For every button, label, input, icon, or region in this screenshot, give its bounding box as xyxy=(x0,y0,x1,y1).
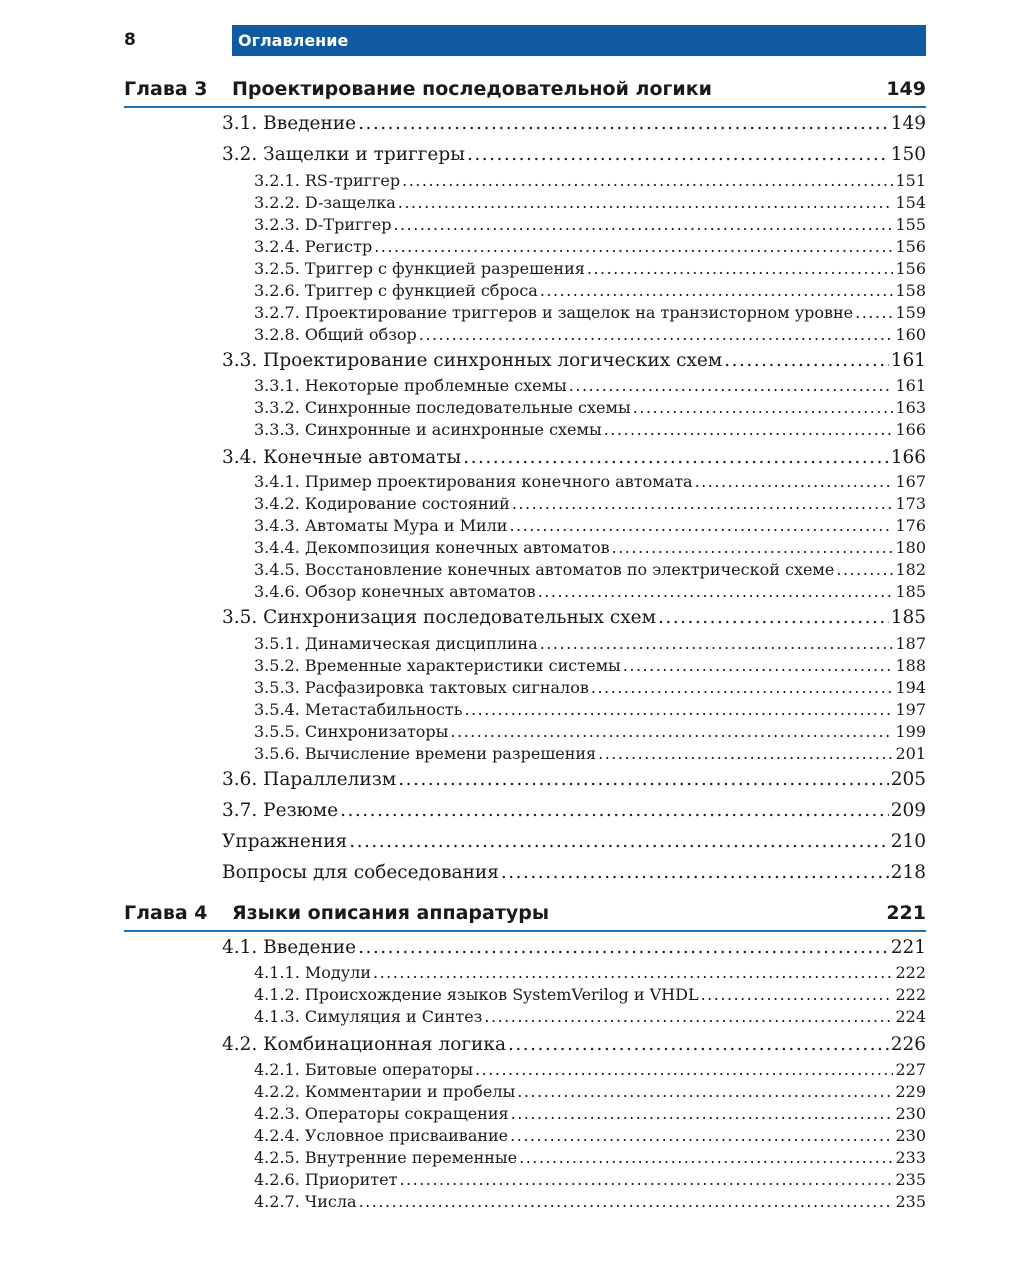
dot-leader xyxy=(701,985,894,1004)
entry-page: 180 xyxy=(895,538,926,557)
entry-title: 3.3.2. Синхронные последовательные схемы xyxy=(254,398,631,417)
toc-subsection xyxy=(254,472,926,491)
toc-subsection xyxy=(254,1126,926,1145)
dot-leader xyxy=(393,215,893,234)
toc-subsection xyxy=(254,678,926,697)
entry-title: 3.3.3. Синхронные и асинхронные схемы xyxy=(254,420,602,439)
dot-leader xyxy=(359,1192,894,1211)
toc-subsection xyxy=(254,1192,926,1211)
entry-title: 3.3. Проектирование синхронных логических схем xyxy=(222,350,723,371)
dot-leader xyxy=(464,700,893,719)
chapter-page: 221 xyxy=(886,902,926,924)
dot-leader xyxy=(349,831,888,852)
toc-subsection xyxy=(254,398,926,417)
dot-leader xyxy=(540,281,894,300)
entry-page: 161 xyxy=(895,376,926,395)
dot-leader xyxy=(633,398,894,417)
entry-page: 222 xyxy=(895,985,926,1004)
entry-page: 159 xyxy=(895,303,926,322)
toc-subsection xyxy=(254,303,926,322)
entry-page: 158 xyxy=(895,281,926,300)
entry-page: 230 xyxy=(895,1126,926,1145)
dot-leader xyxy=(623,656,894,675)
entry-title: 3.4.6. Обзор конечных автоматов xyxy=(254,582,536,601)
dot-leader xyxy=(450,722,893,741)
entry-title: 4.2.5. Внутренние переменные xyxy=(254,1148,518,1167)
toc-section xyxy=(222,937,926,958)
dot-leader xyxy=(836,560,893,579)
entry-page: 209 xyxy=(890,800,926,821)
dot-leader xyxy=(501,862,889,883)
entry-page: 156 xyxy=(895,237,926,256)
entry-title: 3.4.4. Декомпозиция конечных автоматов xyxy=(254,538,610,557)
entry-title: 3.2.2. D-защелка xyxy=(254,193,396,212)
entry-page: 210 xyxy=(890,831,926,852)
entry-title: 3.7. Резюме xyxy=(222,800,339,821)
dot-leader xyxy=(598,744,893,763)
entry-title: 4.1.2. Происхождение языков SystemVerilog и VHDL xyxy=(254,985,699,1004)
entry-title: 3.1. Введение xyxy=(222,113,357,134)
chapter-heading xyxy=(124,900,926,932)
chapter-heading xyxy=(124,76,926,108)
running-head: Оглавление xyxy=(232,25,926,56)
entry-page: 201 xyxy=(895,744,926,763)
entry-page: 161 xyxy=(890,350,926,371)
entry-title: Вопросы для собеседования xyxy=(222,862,499,883)
dot-leader xyxy=(587,259,894,278)
dot-leader xyxy=(591,678,894,697)
entry-title: 4.2.2. Комментарии и пробелы xyxy=(254,1082,516,1101)
entry-title: 4.1.3. Симуляция и Синтез xyxy=(254,1007,483,1026)
toc-subsection xyxy=(254,582,926,601)
chapter-page: 149 xyxy=(886,78,926,100)
entry-title: 3.2.5. Триггер с функцией разрешения xyxy=(254,259,585,278)
dot-leader xyxy=(512,494,894,513)
dot-leader xyxy=(695,472,894,491)
toc-section xyxy=(222,350,926,371)
chapter-title: Языки описания аппаратуры xyxy=(232,902,550,924)
entry-page: 197 xyxy=(895,700,926,719)
toc-subsection xyxy=(254,259,926,278)
toc-subsection xyxy=(254,281,926,300)
toc-subsection xyxy=(254,420,926,439)
toc-section xyxy=(222,144,926,165)
entry-page: 163 xyxy=(895,398,926,417)
dot-leader xyxy=(374,237,893,256)
dot-leader xyxy=(658,607,889,628)
entry-page: 149 xyxy=(890,113,926,134)
toc-subsection xyxy=(254,1104,926,1123)
toc-subsection xyxy=(254,700,926,719)
entry-page: 173 xyxy=(895,494,926,513)
entry-page: 156 xyxy=(895,259,926,278)
entry-title: 4.2.6. Приоритет xyxy=(254,1170,398,1189)
entry-page: 185 xyxy=(890,607,926,628)
entry-page: 194 xyxy=(895,678,926,697)
dot-leader xyxy=(399,1170,893,1189)
toc-subsection xyxy=(254,538,926,557)
dot-leader xyxy=(467,144,889,165)
toc-subsection xyxy=(254,1082,926,1101)
entry-page: 221 xyxy=(890,937,926,958)
entry-title: 3.6. Параллелизм xyxy=(222,769,397,790)
toc-subsection xyxy=(254,237,926,256)
entry-title: 3.5.3. Расфазировка тактовых сигналов xyxy=(254,678,589,697)
entry-title: 3.5.6. Вычисление времени разрешения xyxy=(254,744,597,763)
entry-title: 3.5.2. Временные характеристики системы xyxy=(254,656,621,675)
entry-page: 188 xyxy=(895,656,926,675)
entry-page: 187 xyxy=(895,634,926,653)
dot-leader xyxy=(419,325,894,344)
entry-page: 227 xyxy=(895,1060,926,1079)
toc-subsection xyxy=(254,376,926,395)
entry-title: 3.5.5. Синхронизаторы xyxy=(254,722,449,741)
dot-leader xyxy=(358,937,889,958)
toc-subsection xyxy=(254,656,926,675)
toc-section xyxy=(222,607,926,628)
toc-subsection xyxy=(254,215,926,234)
entry-page: 151 xyxy=(895,171,926,190)
toc-section xyxy=(222,769,926,790)
entry-title: 4.2.7. Числа xyxy=(254,1192,357,1211)
entry-title: 3.5.1. Динамическая дисциплина xyxy=(254,634,538,653)
entry-title: 4.2.1. Битовые операторы xyxy=(254,1060,474,1079)
entry-title: 4.2. Комбинационная логика xyxy=(222,1034,506,1055)
toc-subsection xyxy=(254,1148,926,1167)
dot-leader xyxy=(463,447,888,468)
entry-page: 166 xyxy=(895,420,926,439)
entry-title: 4.2.4. Условное присваивание xyxy=(254,1126,509,1145)
toc-subsection xyxy=(254,744,926,763)
entry-page: 226 xyxy=(890,1034,926,1055)
entry-title: 3.2.8. Общий обзор xyxy=(254,325,417,344)
entry-title: 3.2. Защелки и триггеры xyxy=(222,144,465,165)
entry-title: 3.2.6. Триггер с функцией сброса xyxy=(254,281,538,300)
dot-leader xyxy=(509,516,893,535)
toc-section xyxy=(222,831,926,852)
entry-page: 224 xyxy=(895,1007,926,1026)
entry-page: 218 xyxy=(890,862,926,883)
entry-title: 3.2.1. RS-триггер xyxy=(254,171,401,190)
toc-subsection xyxy=(254,985,926,1004)
toc-subsection xyxy=(254,1170,926,1189)
entry-page: 150 xyxy=(890,144,926,165)
dot-leader xyxy=(538,582,894,601)
toc-subsection xyxy=(254,516,926,535)
dot-leader xyxy=(855,303,893,322)
entry-title: 3.2.4. Регистр xyxy=(254,237,373,256)
entry-page: 230 xyxy=(895,1104,926,1123)
entry-title: 3.3.1. Некоторые проблемные схемы xyxy=(254,376,567,395)
dot-leader xyxy=(511,1104,894,1123)
entry-title: 3.2.7. Проектирование триггеров и защелок на транзисторном уровне xyxy=(254,303,854,322)
toc-section xyxy=(222,800,926,821)
toc-subsection xyxy=(254,1060,926,1079)
dot-leader xyxy=(612,538,894,557)
dot-leader xyxy=(517,1082,893,1101)
entry-title: 4.1. Введение xyxy=(222,937,357,958)
entry-page: 167 xyxy=(895,472,926,491)
dot-leader xyxy=(508,1034,889,1055)
entry-title: 4.2.3. Операторы сокращения xyxy=(254,1104,509,1123)
entry-page: 176 xyxy=(895,516,926,535)
chapter-title: Проектирование последовательной логики xyxy=(232,78,712,100)
entry-title: 3.4.3. Автоматы Мура и Мили xyxy=(254,516,508,535)
dot-leader xyxy=(340,800,889,821)
dot-leader xyxy=(475,1060,893,1079)
entry-title: 4.1.1. Модули xyxy=(254,963,371,982)
toc-section xyxy=(222,1034,926,1055)
dot-leader xyxy=(358,113,889,134)
dot-leader xyxy=(604,420,894,439)
toc-subsection xyxy=(254,171,926,190)
page-number: 8 xyxy=(124,30,136,50)
dot-leader xyxy=(373,963,893,982)
toc-section xyxy=(222,862,926,883)
toc-subsection xyxy=(254,560,926,579)
dot-leader xyxy=(398,769,888,790)
entry-title: 3.4.2. Кодирование состояний xyxy=(254,494,510,513)
entry-title: 3.4.1. Пример проектирования конечного автомата xyxy=(254,472,693,491)
toc-subsection xyxy=(254,193,926,212)
entry-title: 3.4.5. Восстановление конечных автоматов по электрической схеме xyxy=(254,560,835,579)
dot-leader xyxy=(540,634,894,653)
entry-page: 222 xyxy=(895,963,926,982)
entry-title: Упражнения xyxy=(222,831,348,852)
toc-subsection xyxy=(254,1007,926,1026)
chapter-label: Глава 4 xyxy=(124,902,208,924)
entry-title: 3.2.3. D-Триггер xyxy=(254,215,392,234)
toc-section xyxy=(222,447,926,468)
entry-page: 154 xyxy=(895,193,926,212)
chapter-label: Глава 3 xyxy=(124,78,208,100)
entry-page: 229 xyxy=(895,1082,926,1101)
entry-title: 3.5.4. Метастабильность xyxy=(254,700,463,719)
dot-leader xyxy=(519,1148,893,1167)
dot-leader xyxy=(510,1126,893,1145)
toc-subsection xyxy=(254,494,926,513)
entry-page: 205 xyxy=(890,769,926,790)
toc-subsection xyxy=(254,963,926,982)
entry-page: 233 xyxy=(895,1148,926,1167)
entry-page: 155 xyxy=(895,215,926,234)
dot-leader xyxy=(724,350,888,371)
entry-page: 182 xyxy=(895,560,926,579)
entry-page: 199 xyxy=(895,722,926,741)
entry-title: 3.4. Конечные автоматы xyxy=(222,447,462,468)
entry-page: 160 xyxy=(895,325,926,344)
dot-leader xyxy=(398,193,894,212)
entry-page: 166 xyxy=(890,447,926,468)
entry-page: 185 xyxy=(895,582,926,601)
entry-title: 3.5. Синхронизация последовательных схем xyxy=(222,607,656,628)
toc-subsection xyxy=(254,722,926,741)
toc-subsection xyxy=(254,325,926,344)
entry-page: 235 xyxy=(895,1192,926,1211)
dot-leader xyxy=(484,1007,893,1026)
toc-section xyxy=(222,113,926,134)
entry-page: 235 xyxy=(895,1170,926,1189)
dot-leader xyxy=(569,376,894,395)
dot-leader xyxy=(402,171,893,190)
toc-subsection xyxy=(254,634,926,653)
